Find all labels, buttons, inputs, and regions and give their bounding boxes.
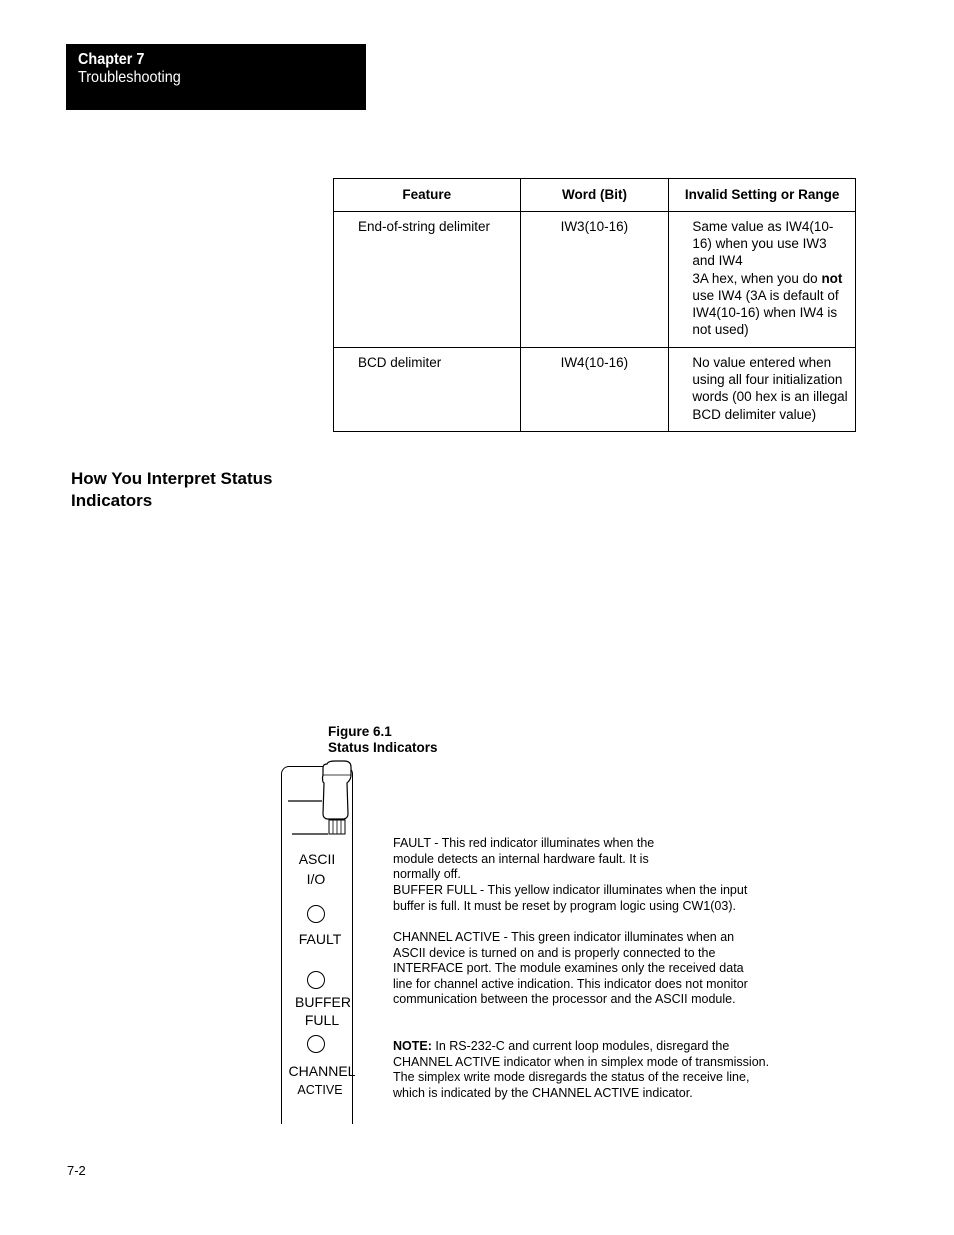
module-label-buffer: BUFFER [295,994,351,1010]
invalid-condition-1: Same value as IW4(10-16) when you use IW3 and IW4 [692,219,834,269]
module-label-full: FULL [304,1012,340,1028]
page-number: 7-2 [67,1163,86,1178]
module-label-fault: FAULT [298,931,342,947]
invalid-settings-table [333,178,856,432]
note-label: NOTE: [393,1039,432,1053]
table-row [334,348,856,432]
table-header-row [334,179,856,212]
section-heading: How You Interpret Status Indicators [71,469,273,510]
note-description: NOTE: In RS-232-C and current loop modules, disregard the CHANNEL ACTIVE indicator when in simplex mode of transmission. The simplex write mode disregards the status of the receive line, which is indicated by the CHANNEL ACTIVE indicator. [393,1039,770,1100]
invalid-setting-cell: No value entered when using all four initialization words (00 hex is an illegal BCD delimiter value) [669,348,856,432]
feature-cell: BCD delimiter [334,348,521,432]
module-label-channel: CHANNEL [288,1063,356,1079]
invalid-setting-cell [669,212,856,348]
column-header-word-bit: Word (Bit) [520,179,669,212]
word-bit-cell: IW3(10-16) [520,212,669,348]
figure-caption [328,724,438,756]
channel-active-description: CHANNEL ACTIVE - This green indicator illuminates when an ASCII device is turned on and is properly connected to the INTERFACE port. The module examines only the received data line for channel active indication. This indicator does not monitor communication between the processor and the ASCII module. [393,930,748,1006]
feature-cell: End-of-string delimiter [334,212,521,348]
chapter-number: Chapter 7 [78,51,145,68]
module-label-active: ACTIVE [297,1083,343,1097]
module-label-io: I/O [306,871,326,887]
column-header-feature: Feature [334,179,521,212]
invalid-condition-2: 3A hex, when you do not use IW4 (3A is default of IW4(10-16) when IW4 is not used) [692,270,843,338]
fault-indicator-icon [307,905,325,923]
figure-title: Status Indicators [328,740,438,755]
module-label-ascii: ASCII [298,851,336,867]
channel-active-indicator-icon [307,1035,325,1053]
buffer-full-description: BUFFER FULL - This yellow indicator illuminates when the input buffer is full. It must be reset by program logic using CW1(03). [393,883,748,913]
buffer-full-indicator-icon [307,971,325,989]
emphasis-not: not [821,270,843,286]
word-bit-cell: IW4(10-16) [520,348,669,432]
table-row [334,212,856,348]
figure-number: Figure 6.1 [328,724,392,739]
chapter-title: Troubleshooting [78,69,181,86]
fault-description: FAULT - This red indicator illuminates when the module detects an internal hardware fault. It is normally off. [393,836,655,881]
column-header-invalid-setting: Invalid Setting or Range [669,179,856,212]
chapter-header [66,44,366,110]
module-latch-icon [282,758,372,838]
